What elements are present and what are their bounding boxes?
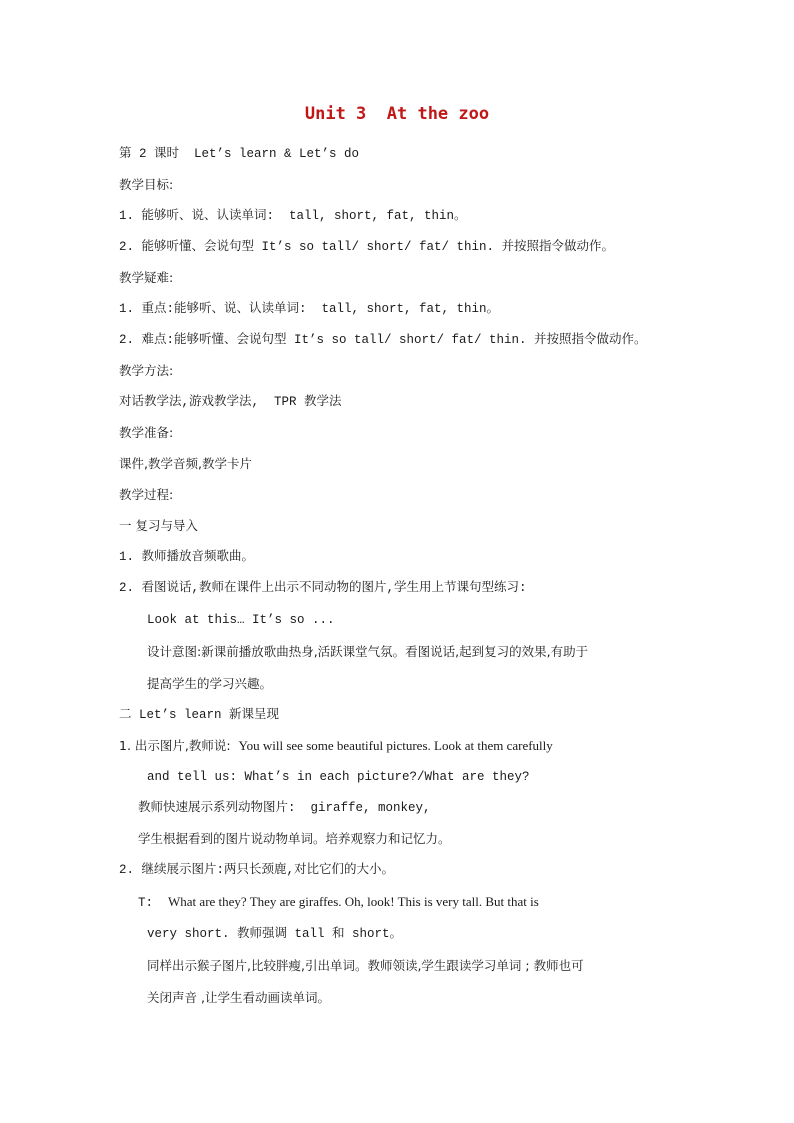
part1-step1: 1. 教师播放音频歌曲。 [119, 550, 255, 564]
objective-item: 1. 能够听、说、认读单词: tall, short, fat, thin。 [119, 209, 467, 223]
part2-step1-lead: 1. 出示图片,教师说: [119, 738, 239, 753]
part2-step1-text: You will see some beautiful pictures. Look at them carefully [238, 738, 553, 753]
methods-heading: 教学方法: [119, 363, 174, 378]
process-heading: 教学过程: [119, 487, 174, 502]
part1-step2: 2. 看图说话,教师在课件上出示不同动物的图片,学生用上节课句型练习: [119, 581, 527, 595]
part2-heading: 二 Let’s learn 新课呈现 [119, 708, 280, 722]
part2-monkey-line1: 同样出示猴子图片,比较胖瘦,引出单词。教师领读,学生跟读学习单词 ; 教师也可 [147, 958, 584, 973]
document-title: Unit 3 At the zoo [304, 104, 490, 124]
objective-item: 2. 能够听懂、会说句型 It’s so tall/ short/ fat/ thin. 并按照指令做动作。 [119, 240, 615, 254]
part2-monkey-line2: 关闭声音 ,让学生看动画读单词。 [147, 990, 330, 1005]
preparation-heading: 教学准备: [119, 425, 174, 440]
part2-step1-note: 学生根据看到的图片说动物单词。培养观察力和记忆力。 [138, 831, 451, 846]
objectives-heading: 教学目标: [119, 177, 174, 192]
part2-step1 [119, 737, 553, 755]
part2-step2: 2. 继续展示图片:两只长颈鹿,对比它们的大小。 [119, 863, 395, 877]
part1-intent-line2: 提高学生的学习兴趣。 [147, 676, 273, 691]
methods-text: 对话教学法,游戏教学法, TPR 教学法 [119, 395, 342, 409]
difficulty-item: 2. 难点:能够听懂、会说句型 It’s so tall/ short/ fat/ thin. 并按照指令做动作。 [119, 333, 647, 347]
preparation-text: 课件,教学音频,教学卡片 [119, 456, 252, 471]
part2-t-line2: very short. 教师强调 tall 和 short。 [147, 927, 403, 941]
part2-t-line1-text: What are they? They are giraffes. Oh, look! This is very tall. But that is [168, 894, 539, 909]
part1-step2-example: Look at this… It’s so ... [147, 613, 335, 627]
difficulties-heading: 教学疑难: [119, 270, 174, 285]
part1-intent-line1: 设计意图:新课前播放歌曲热身,活跃课堂气氛。看图说话,起到复习的效果,有助于 [147, 644, 589, 659]
part2-t-line1 [138, 893, 539, 912]
part2-t-speaker: T: [138, 896, 169, 910]
part1-heading: 一 复习与导入 [119, 518, 198, 533]
part2-step1-line2: and tell us: What’s in each picture?/What are they? [147, 770, 530, 784]
lesson-subtitle: 第 2 课时 Let’s learn & Let’s do [119, 147, 360, 161]
part2-step1-show: 教师快速展示系列动物图片: giraffe, monkey, [138, 801, 431, 815]
difficulty-item: 1. 重点:能够听、说、认读单词: tall, short, fat, thin。 [119, 302, 500, 316]
